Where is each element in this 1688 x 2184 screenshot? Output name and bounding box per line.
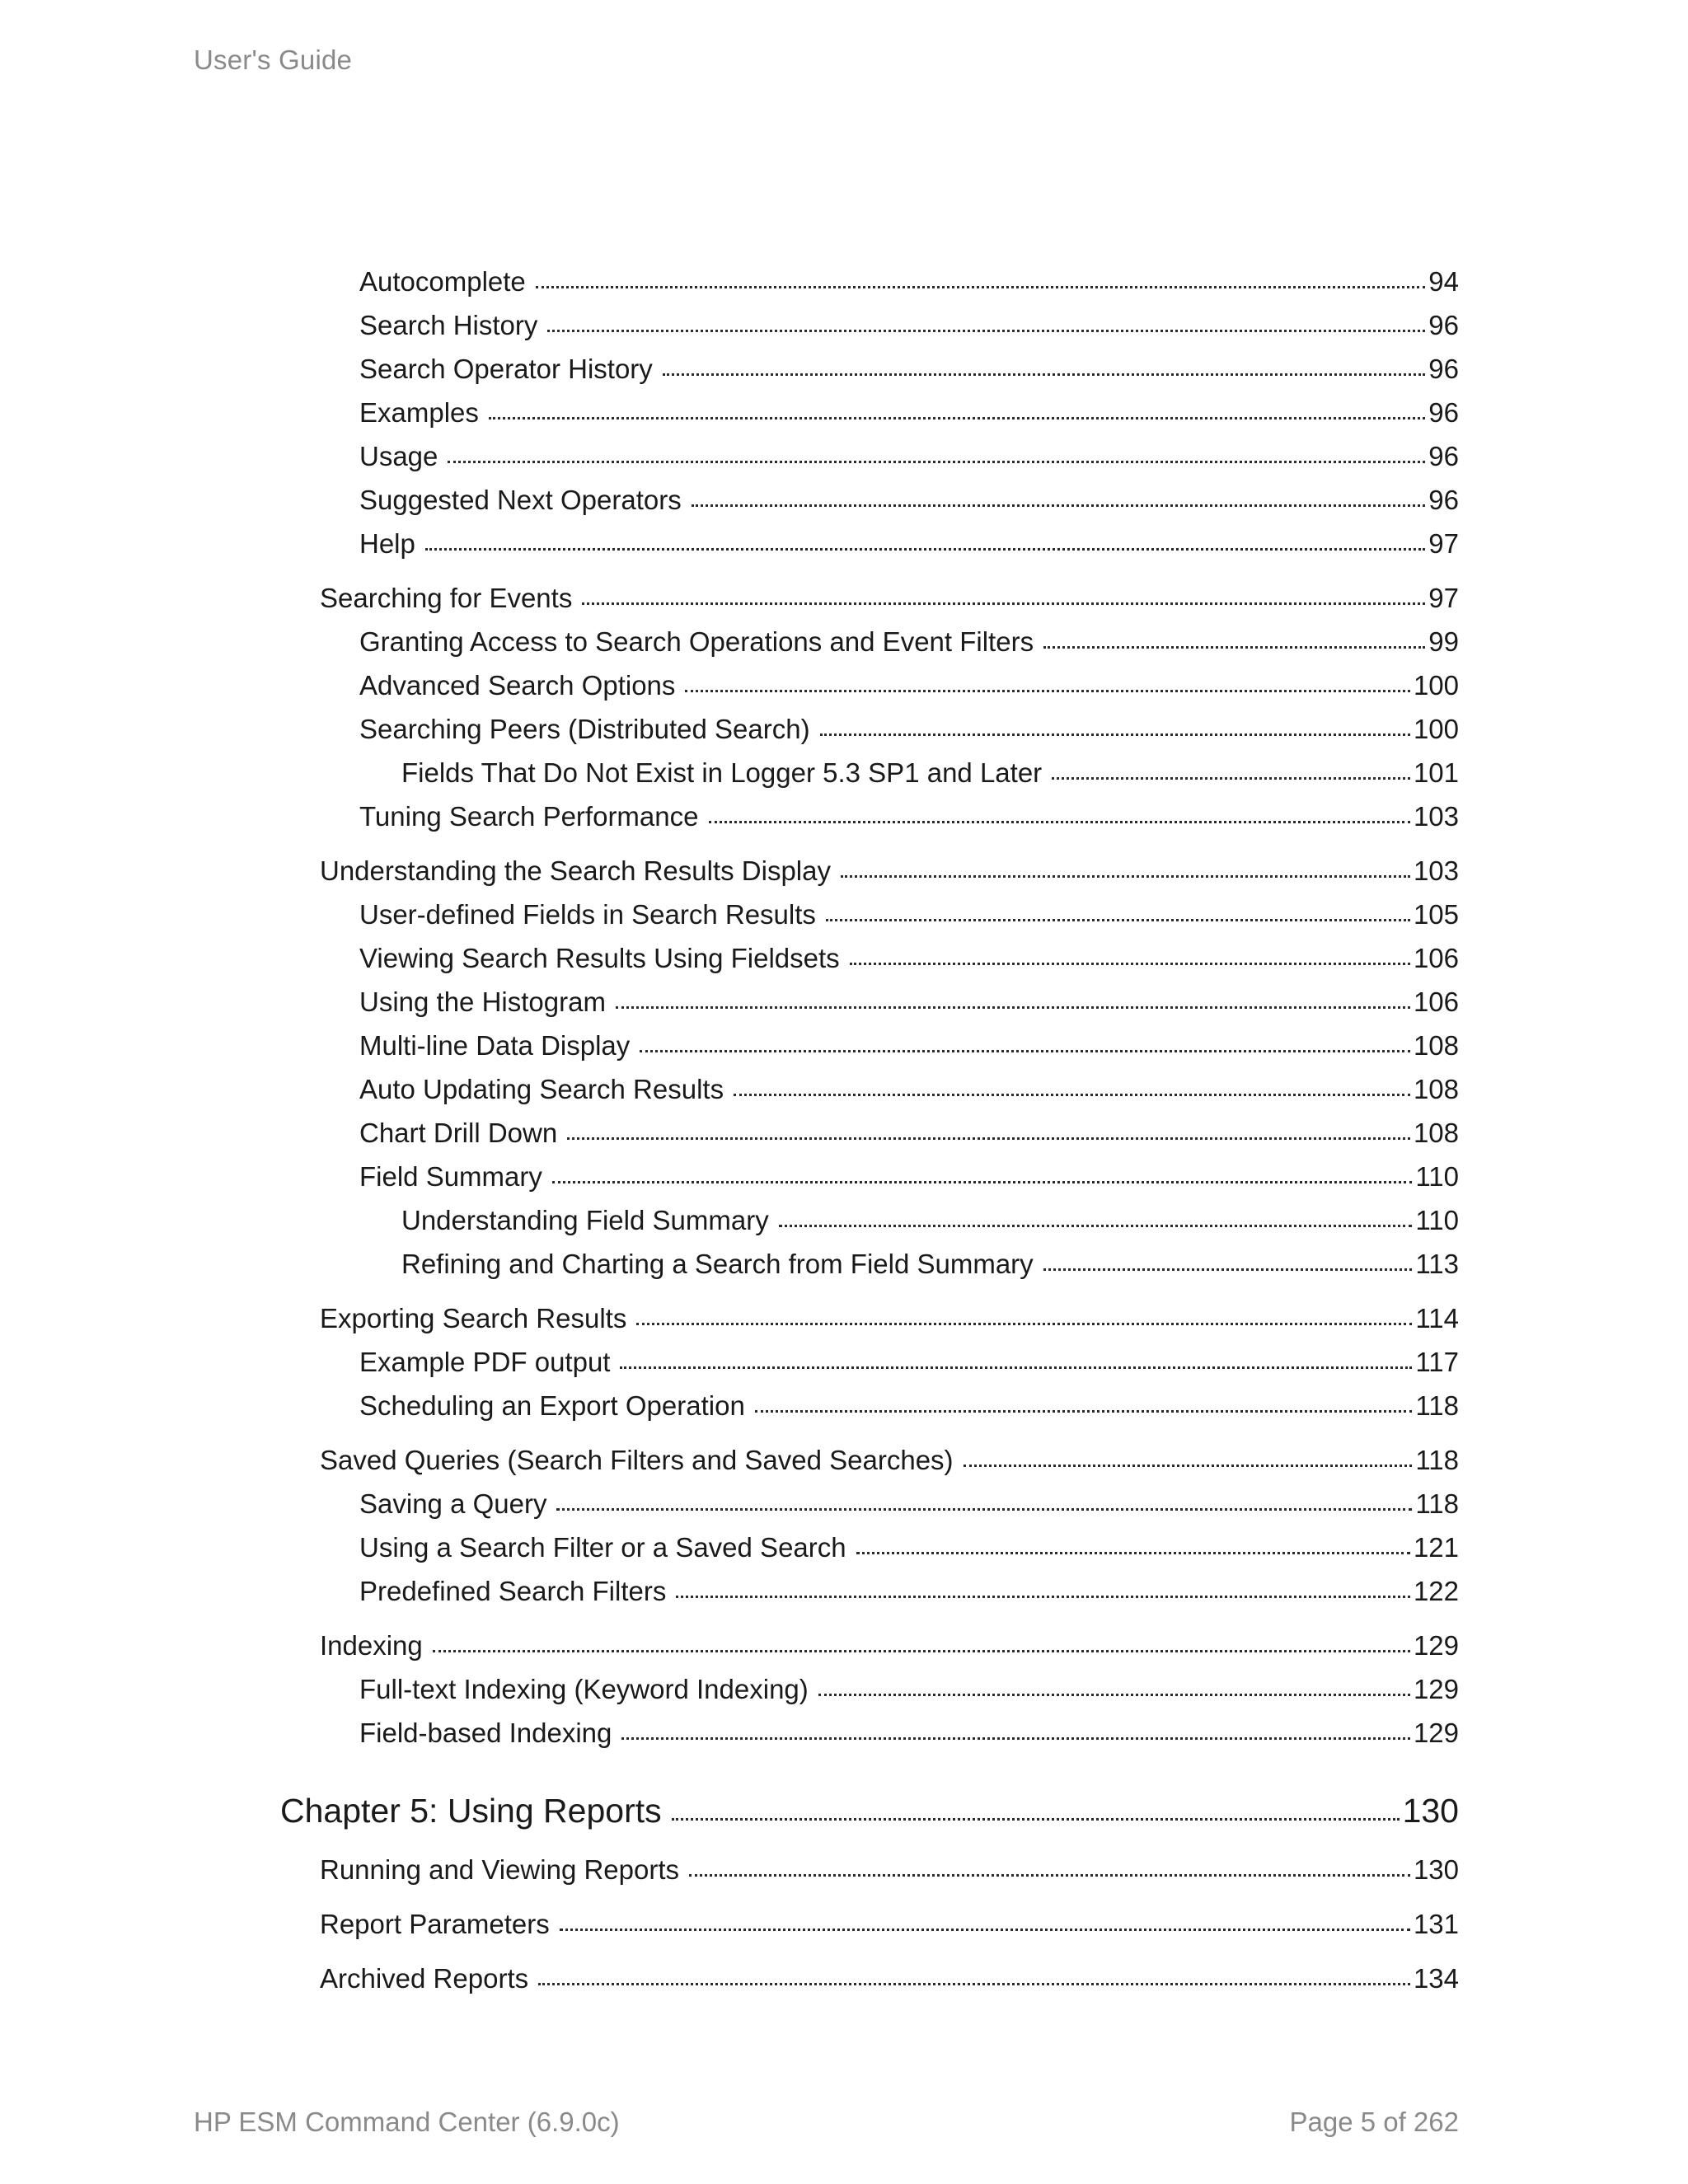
- toc-entry[interactable]: [359, 1160, 1459, 1193]
- toc-entry-page: 97: [1428, 583, 1459, 613]
- toc-entry[interactable]: [320, 1444, 1459, 1477]
- toc-entry-title: Using the Histogram: [359, 987, 606, 1017]
- toc-dot-leader: [1052, 777, 1410, 780]
- toc-entry[interactable]: [359, 626, 1459, 658]
- toc-entry-page: 100: [1413, 714, 1459, 744]
- toc-entry[interactable]: [359, 353, 1459, 386]
- toc-dot-leader: [685, 690, 1410, 692]
- toc-entry-title: Tuning Search Performance: [359, 801, 699, 832]
- toc-entry-page: 113: [1415, 1249, 1459, 1279]
- toc-dot-leader: [856, 1552, 1410, 1554]
- toc-dot-leader: [850, 963, 1410, 965]
- toc-entry[interactable]: [359, 1390, 1459, 1422]
- toc-entry[interactable]: [401, 1204, 1459, 1237]
- toc-entry-title: Chapter 5: Using Reports: [280, 1792, 662, 1830]
- toc-entry[interactable]: [359, 484, 1459, 517]
- toc-entry-page: 110: [1415, 1161, 1459, 1192]
- toc-entry-page: 97: [1428, 528, 1459, 559]
- toc-entry-title: Field-based Indexing: [359, 1718, 612, 1748]
- toc-entry-title: Granting Access to Search Operations and Event Filters: [359, 626, 1034, 657]
- toc-entry-title: Report Parameters: [320, 1909, 550, 1939]
- toc-entry[interactable]: [320, 1962, 1459, 1995]
- toc-dot-leader: [621, 1737, 1410, 1740]
- toc-entry-page: 96: [1428, 485, 1459, 515]
- toc-entry-page: 108: [1413, 1074, 1459, 1104]
- footer-page-number: Page 5 of 262: [1289, 2107, 1459, 2137]
- toc-entry[interactable]: [359, 527, 1459, 560]
- toc-entry-title: Archived Reports: [320, 1963, 529, 1994]
- toc-dot-leader: [692, 504, 1426, 507]
- toc-entry-title: Auto Updating Search Results: [359, 1074, 724, 1104]
- toc-entry[interactable]: [359, 1717, 1459, 1750]
- toc-dot-leader: [536, 286, 1425, 288]
- toc-entry[interactable]: [359, 669, 1459, 702]
- toc-entry-title: Saved Queries (Search Filters and Saved Searches): [320, 1445, 954, 1475]
- toc-entry-title: Fields That Do Not Exist in Logger 5.3 SP1 and Later: [401, 757, 1043, 788]
- toc-entry-title: Searching for Events: [320, 583, 573, 613]
- toc-entry-title: Examples: [359, 397, 479, 428]
- toc-entry-page: 99: [1428, 626, 1459, 657]
- toc-dot-leader: [556, 1508, 1412, 1511]
- toc-entry[interactable]: [359, 1488, 1459, 1521]
- toc-entry-page: 101: [1413, 757, 1459, 788]
- toc-entry-page: 121: [1413, 1532, 1459, 1563]
- toc-entry[interactable]: [359, 1029, 1459, 1062]
- toc-dot-leader: [676, 1596, 1410, 1598]
- toc-entry-page: 117: [1415, 1347, 1459, 1377]
- toc-entry-title: Predefined Search Filters: [359, 1576, 667, 1606]
- toc-entry-title: Scheduling an Export Operation: [359, 1390, 745, 1421]
- toc-dot-leader: [547, 330, 1425, 332]
- toc-entry[interactable]: [359, 396, 1459, 429]
- toc-entry[interactable]: [359, 1346, 1459, 1379]
- toc-entry-page: 114: [1415, 1303, 1459, 1333]
- toc-entry-page: 129: [1413, 1674, 1459, 1704]
- toc-entry-title: Autocomplete: [359, 266, 526, 297]
- toc-entry[interactable]: [320, 855, 1459, 888]
- toc-entry[interactable]: [359, 309, 1459, 342]
- toc-entry-page: 130: [1402, 1792, 1459, 1830]
- toc-entry-page: 122: [1413, 1576, 1459, 1606]
- toc-entry[interactable]: [401, 1248, 1459, 1281]
- toc-dot-leader: [560, 1929, 1410, 1931]
- toc-entry-title: Saving a Query: [359, 1488, 547, 1519]
- toc-entry-title: Usage: [359, 441, 438, 471]
- toc-entry-title: Chart Drill Down: [359, 1118, 558, 1148]
- toc-dot-leader: [433, 1650, 1410, 1652]
- toc-entry-page: 96: [1428, 354, 1459, 384]
- toc-entry-page: 103: [1413, 855, 1459, 886]
- toc-dot-leader: [616, 1006, 1410, 1009]
- toc-entry-title: Suggested Next Operators: [359, 485, 682, 515]
- toc-dot-leader: [841, 875, 1410, 878]
- footer-product: HP ESM Command Center (6.9.0c): [194, 2107, 620, 2137]
- toc-entry-page: 94: [1428, 266, 1459, 297]
- toc-dot-leader: [734, 1094, 1410, 1096]
- toc-entry[interactable]: [359, 265, 1459, 298]
- toc-entry-page: 100: [1413, 670, 1459, 701]
- toc-dot-leader: [964, 1465, 1413, 1467]
- toc-entry[interactable]: [320, 1629, 1459, 1662]
- toc-entry-page: 106: [1413, 943, 1459, 973]
- toc-dot-leader: [672, 1818, 1400, 1821]
- toc-entry[interactable]: [359, 1575, 1459, 1608]
- toc-chapter-entry[interactable]: [280, 1791, 1459, 1830]
- toc-entry[interactable]: [359, 1117, 1459, 1150]
- toc-entry-title: Exporting Search Results: [320, 1303, 627, 1333]
- toc-entry-page: 129: [1413, 1630, 1459, 1661]
- toc-entry[interactable]: [320, 582, 1459, 615]
- toc-entry-page: 131: [1413, 1909, 1459, 1939]
- toc-entry-page: 118: [1415, 1390, 1459, 1421]
- toc-entry[interactable]: [359, 986, 1459, 1019]
- toc-entry-page: 108: [1413, 1030, 1459, 1061]
- toc-entry-title: Viewing Search Results Using Fieldsets: [359, 943, 840, 973]
- toc-entry-title: Search History: [359, 310, 538, 340]
- toc-entry[interactable]: [359, 440, 1459, 473]
- toc-entry-page: 129: [1413, 1718, 1459, 1748]
- toc-dot-leader: [567, 1137, 1410, 1140]
- toc-entry[interactable]: [359, 1073, 1459, 1106]
- toc-entry-page: 96: [1428, 397, 1459, 428]
- toc-dot-leader: [820, 733, 1410, 736]
- toc-dot-leader: [552, 1181, 1412, 1183]
- toc-entry-page: 105: [1413, 899, 1459, 930]
- toc-entry[interactable]: [359, 1531, 1459, 1564]
- toc-entry-title: Indexing: [320, 1630, 423, 1661]
- toc-entry[interactable]: [359, 800, 1459, 833]
- running-header: User's Guide: [194, 45, 353, 75]
- toc-entry-page: 103: [1413, 801, 1459, 832]
- toc-dot-leader: [448, 461, 1425, 463]
- toc-entry-title: Using a Search Filter or a Saved Search: [359, 1532, 846, 1563]
- toc-dot-leader: [640, 1050, 1410, 1052]
- toc-dot-leader: [1043, 1268, 1413, 1271]
- toc-entry-title: Understanding Field Summary: [401, 1205, 769, 1235]
- toc-dot-leader: [425, 548, 1425, 551]
- toc-entry-title: Example PDF output: [359, 1347, 611, 1377]
- toc-entry-title: Full-text Indexing (Keyword Indexing): [359, 1674, 809, 1704]
- toc-entry[interactable]: [401, 757, 1459, 790]
- toc-entry-page: 96: [1428, 310, 1459, 340]
- toc-dot-leader: [779, 1225, 1413, 1227]
- toc-entry-title: Searching Peers (Distributed Search): [359, 714, 810, 744]
- toc-entry-page: 106: [1413, 987, 1459, 1017]
- toc-dot-leader: [755, 1410, 1413, 1413]
- toc-dot-leader: [1043, 646, 1425, 649]
- toc-entry-page: 118: [1415, 1488, 1459, 1519]
- toc-entry[interactable]: [359, 898, 1459, 931]
- toc-dot-leader: [663, 373, 1425, 376]
- toc-entry[interactable]: [320, 1302, 1459, 1335]
- toc-entry-title: Help: [359, 528, 415, 559]
- toc-entry-title: Refining and Charting a Search from Field Summary: [401, 1249, 1034, 1279]
- toc-dot-leader: [818, 1694, 1410, 1696]
- toc-dot-leader: [689, 1874, 1410, 1877]
- toc-entry-title: Search Operator History: [359, 354, 653, 384]
- toc-entry[interactable]: [320, 1908, 1459, 1941]
- toc-dot-leader: [538, 1983, 1410, 1985]
- toc-entry-page: 118: [1415, 1445, 1459, 1475]
- toc-entry[interactable]: [359, 1673, 1459, 1706]
- toc-dot-leader: [489, 417, 1425, 419]
- toc-entry-title: Advanced Search Options: [359, 670, 676, 701]
- toc-entry-title: Running and Viewing Reports: [320, 1854, 680, 1885]
- toc-entry-title: Multi-line Data Display: [359, 1030, 631, 1061]
- toc-dot-leader: [709, 821, 1410, 823]
- toc-entry[interactable]: [359, 713, 1459, 746]
- toc-entry-title: Understanding the Search Results Display: [320, 855, 831, 886]
- toc-entry-page: 110: [1415, 1205, 1459, 1235]
- toc-entry-page: 134: [1413, 1963, 1459, 1994]
- toc-dot-leader: [582, 602, 1425, 605]
- toc-entry-page: 96: [1428, 441, 1459, 471]
- toc-entry[interactable]: [320, 1854, 1459, 1886]
- toc-dot-leader: [826, 919, 1410, 921]
- toc-entry-title: Field Summary: [359, 1161, 542, 1192]
- toc-dot-leader: [620, 1366, 1412, 1369]
- toc-dot-leader: [636, 1323, 1412, 1325]
- toc-entry[interactable]: [359, 942, 1459, 975]
- toc-entry-title: User-defined Fields in Search Results: [359, 899, 816, 930]
- toc-entry-page: 130: [1413, 1854, 1459, 1885]
- toc-entry-page: 108: [1413, 1118, 1459, 1148]
